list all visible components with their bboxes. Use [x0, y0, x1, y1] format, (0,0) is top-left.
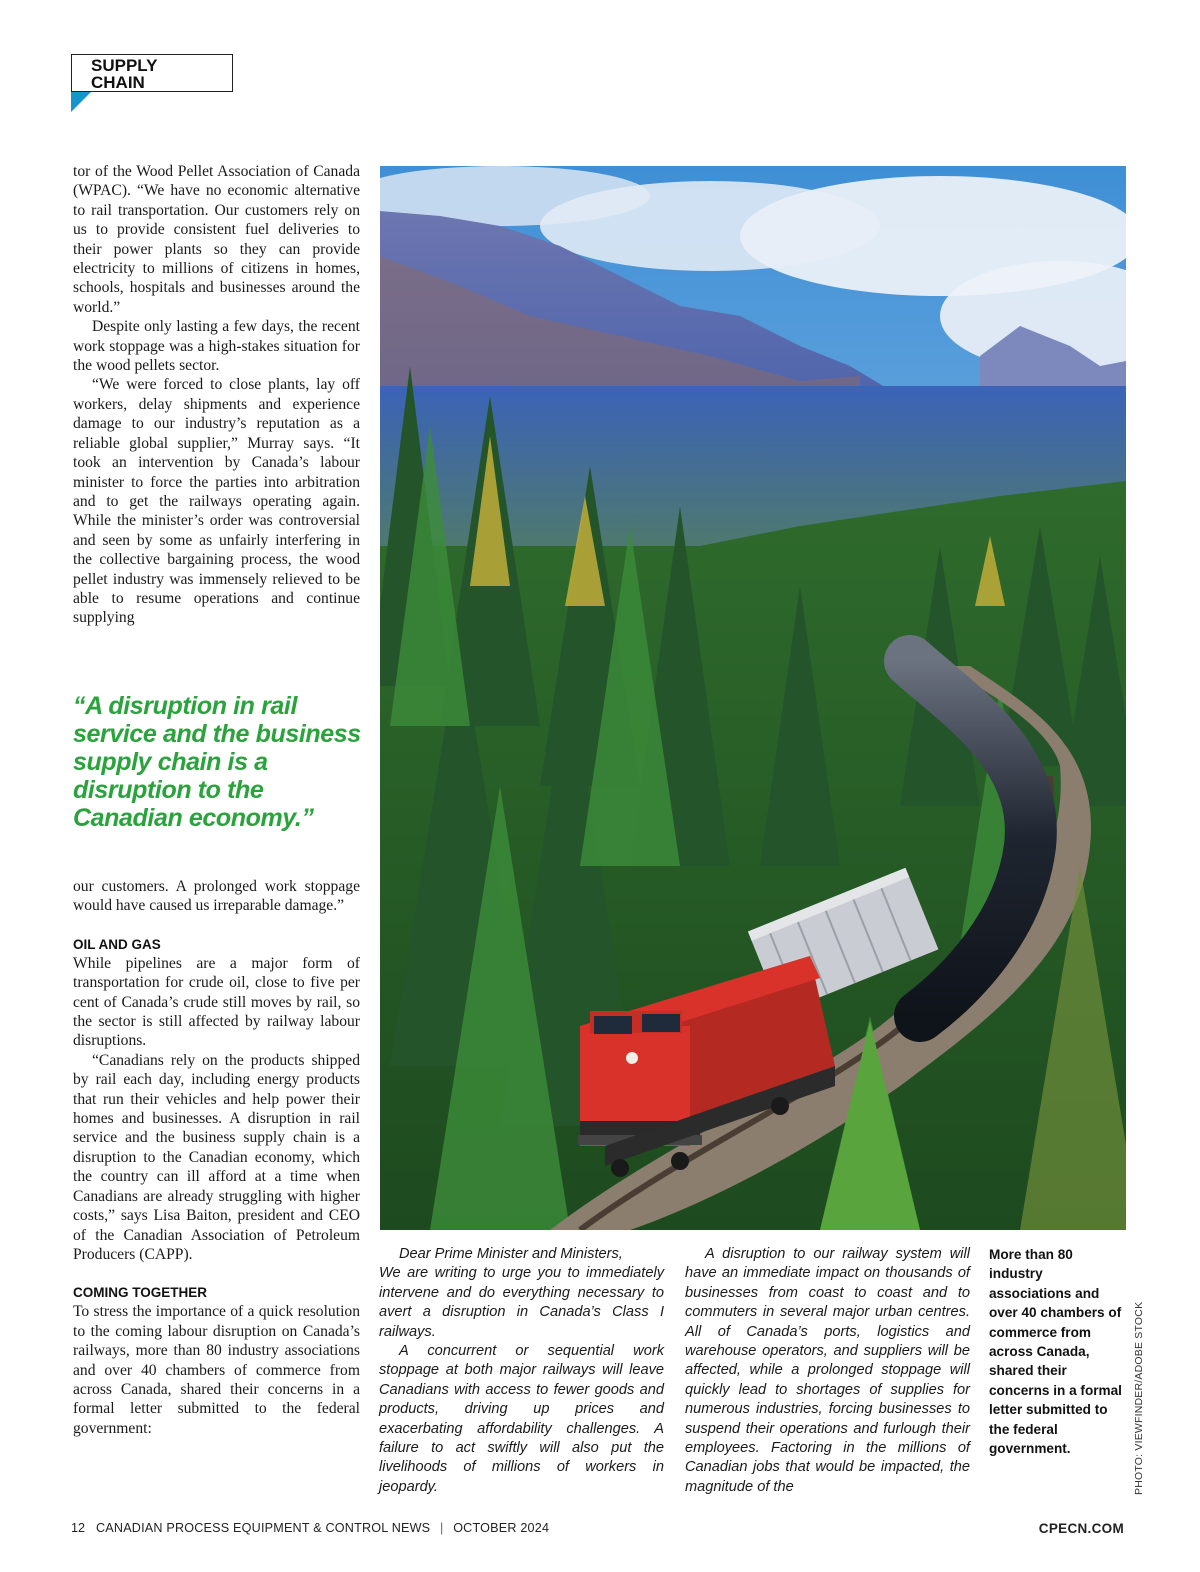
subhead-oil-and-gas: OIL AND GAS: [73, 936, 161, 952]
pull-quote: “A disruption in rail service and the business supply chain is a disruption to the Canadian economy.”: [73, 692, 361, 832]
train-photo: [380, 166, 1126, 1230]
section-tag-label: [91, 57, 157, 91]
paragraph: To stress the importance of a quick resolution to the coming labour disruption on Canada’s railways, more than 80 industry associations and over 40 chambers of commerce from across Canada, shared their concerns in a formal letter submitted to the federal government:: [73, 1303, 360, 1437]
letter-excerpt-column-2: [685, 1245, 970, 1497]
photo-credit: PHOTO: VIEWFINDER/ADOBE STOCK: [1133, 1301, 1145, 1495]
section-tag-line2: CHAIN: [91, 73, 145, 92]
page-footer: [71, 1521, 1124, 1539]
train-mountain-illustration: [380, 166, 1126, 1230]
letter-paragraph: A disruption to our railway system will have an immediate impact on thousands of businesses from coast to coast and to commuters in several major urban centres. All of Canada’s ports, logistics and warehouse operators, and suppliers will be affected, while a prolonged stoppage will quickly lead to shortages of supplies for numerous industries, forcing businesses to suspend their operations and furlough their employees. Factoring in the millions of Canadian jobs that would be impacted, the magnitude of the: [685, 1246, 970, 1495]
publication-info: [96, 1521, 549, 1535]
section-tag: [71, 54, 233, 92]
paragraph: tor of the Wood Pellet Association of Canada (WPAC). “We have no economic alternative to rail transportation. Our customers rely on us to provide consistent fuel deliveries to their power plants so they can provide electricity to millions of citizens in homes, schools, hospitals and businesses around the world.”: [73, 163, 360, 316]
website-link[interactable]: CPECN.COM: [1038, 1521, 1124, 1536]
tag-corner-triangle: [71, 92, 91, 112]
letter-paragraph: A concurrent or sequential work stoppage at both major railways will leave Canadians with access to fewer goods and products, driving up prices and exacerbating affordability challenges. A failure to act swiftly will also put the livelihoods of millions of workers in jeopardy.: [379, 1343, 664, 1495]
letter-excerpt-column-1: [379, 1245, 664, 1497]
photo-caption: More than 80 industry associations and over 40 chambers of commerce from across Canada, shared their concerns in a formal letter submitted to the federal government.: [989, 1247, 1122, 1457]
footer-separator: |: [440, 1521, 444, 1535]
publication-name: CANADIAN PROCESS EQUIPMENT & CONTROL NEWS: [96, 1521, 431, 1535]
paragraph: “We were forced to close plants, lay off workers, delay shipments and experience damage to our industry’s reputation as a reliable global supplier,” Murray says. “It took an intervention by Canada’s labour minister to force the parties into arbitration and to get the railways operating again. While the minister’s order was controversial and seen by some as unfairly interfering in the collective bargaining process, the wood pellet industry was immensely relieved to be able to resume operations and continue supplying: [73, 376, 360, 627]
paragraph: our customers. A prolonged work stoppage would have caused us irreparable damage.”: [73, 878, 360, 915]
section-tag-line1: SUPPLY: [91, 56, 158, 75]
paragraph: “Canadians rely on the products shipped by rail each day, including energy products that run their vehicles and help power their homes and businesses. A disruption in rail service and the business supply chain is a disruption to the Canadian economy, which the country can ill afford at a time when Canadians are already struggling with higher costs,” says Lisa Baiton, president and CEO of the Canadian Association of Petroleum Producers (CAPP).: [73, 1051, 360, 1263]
page-number: 12: [71, 1521, 86, 1535]
letter-paragraph: Dear Prime Minister and Ministers,: [399, 1246, 623, 1262]
paragraph: While pipelines are a major form of transportation for crude oil, close to five per cent of Canada’s crude still moves by rail, so the sector is still affected by railway labour disruptions.: [73, 954, 360, 1050]
issue-date: OCTOBER 2024: [453, 1521, 550, 1535]
subhead-coming-together: COMING TOGETHER: [73, 1285, 208, 1301]
paragraph: Despite only lasting a few days, the recent work stoppage was a high-stakes situation for the wood pellets sector.: [73, 318, 360, 375]
article-column-bottom: [73, 877, 360, 1438]
letter-paragraph: We are writing to urge you to immediately intervene and do everything necessary to avert a disruption in Canada’s Class I railways.: [379, 1265, 664, 1340]
article-column-top: [73, 162, 360, 628]
